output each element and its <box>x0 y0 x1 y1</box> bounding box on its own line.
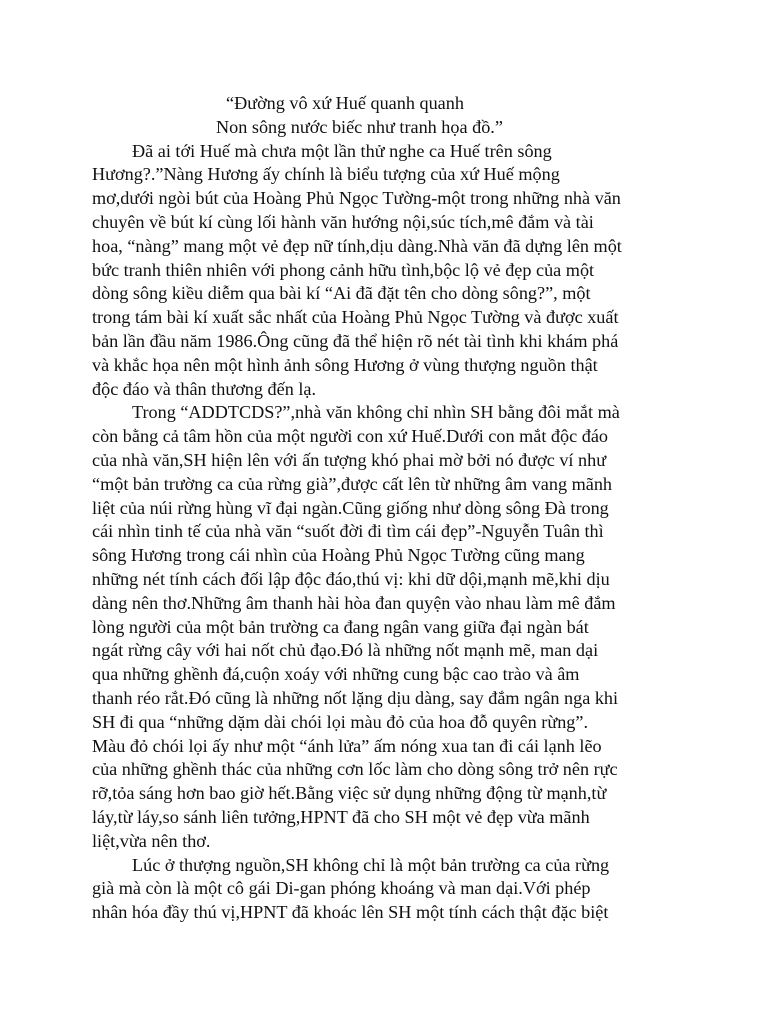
body-text-line: Màu đỏ chói lọi ấy như một “ánh lửa” ấm nóng xua tan đi cái lạnh lẽo <box>92 735 602 756</box>
body-text-line: “một bản trường ca của rừng già”,được cất lên từ những âm vang mãnh <box>92 473 613 494</box>
body-text-line: độc đáo và thân thương đến lạ. <box>92 378 317 399</box>
body-text-line: dàng nên thơ.Những âm thanh hài hòa đan quyện vào nhau làm mê đắm <box>92 592 616 613</box>
body-text-line: bức tranh thiên nhiên với phong cảnh hữu tình,bộc lộ vẻ đẹp của một <box>92 259 595 280</box>
body-text-line: SH đi qua “những dặm dài chói lọi màu đỏ của hoa đỗ quyên rừng”. <box>92 711 589 732</box>
body-text-line: mơ,dưới ngòi bút của Hoàng Phủ Ngọc Tường-một trong những nhà văn <box>92 188 621 209</box>
body-text-line: của những ghềnh thác của những cơn lốc làm cho dòng sông trở nên rực <box>92 759 618 780</box>
body-text-line: nhân hóa đầy thú vị,HPNT đã khoác lên SH một tính cách thật đặc biệt <box>92 902 609 923</box>
document-body <box>92 92 682 925</box>
body-text-line: láy,từ láy,so sánh liên tưởng,HPNT đã cho SH một vẻ đẹp vừa mãnh <box>92 806 590 827</box>
body-text-line: hoa, “nàng” mang một vẻ đẹp nữ tính,dịu dàng.Nhà văn đã dựng lên một <box>92 235 622 256</box>
body-text-line: thanh réo rắt.Đó cũng là những nốt lặng dịu dàng, say đắm ngân nga khi <box>92 687 619 708</box>
body-text-line: rỡ,tỏa sáng hơn bao giờ hết.Bằng việc sử dụng những động từ mạnh,từ <box>92 783 607 804</box>
body-text-line: chuyên về bút kí cùng lối hành văn hướng nội,súc tích,mê đắm và tài <box>92 211 594 232</box>
body-text-line: những nét tính cách đối lập độc đáo,thú vị: khi dữ dội,mạnh mẽ,khi dịu <box>92 568 610 589</box>
body-text-line: liệt của núi rừng hùng vĩ đại ngàn.Cũng giống như dòng sông Đà trong <box>92 497 609 518</box>
body-text-line: còn bằng cả tâm hồn của một người con xứ Huế.Dưới con mắt độc đáo <box>92 426 608 447</box>
body-text-line: liệt,vừa nên thơ. <box>92 830 211 851</box>
paragraph-first-line: Trong “ADDTCDS?”,nhà văn không chỉ nhìn SH bằng đôi mắt mà <box>132 402 620 423</box>
paragraph-first-line: Đã ai tới Huế mà chưa một lần thử nghe ca Huế trên sông <box>132 140 552 161</box>
epigraph-line: “Đường vô xứ Huế quanh quanh <box>226 93 464 113</box>
body-text-line: cái nhìn tinh tế của nhà văn “suốt đời đi tìm cái đẹp”-Nguyễn Tuân thì <box>92 521 604 542</box>
body-text-line: và khắc họa nên một hình ảnh sông Hương ở vùng thượng nguồn thật <box>92 354 598 375</box>
body-text-line: qua những ghềnh đá,cuộn xoáy với những cung bậc cao trào và âm <box>92 664 580 685</box>
body-text-line: dòng sông kiều diễm qua bài kí “Ai đã đặt tên cho dòng sông?”, một <box>92 283 591 304</box>
body-text-line: Hương?.”Nàng Hương ấy chính là biểu tượng của xứ Huế mộng <box>92 164 560 185</box>
body-text-line: lòng người của một bản trường ca đang ngân vang giữa đại ngàn bát <box>92 616 589 637</box>
body-text-line: bản lần đầu năm 1986.Ông cũng đã thể hiện rõ nét tài tình khi khám phá <box>92 330 619 351</box>
body-text-line: của nhà văn,SH hiện lên với ấn tượng khó phai mờ bởi nó được ví như <box>92 449 607 470</box>
paragraph-first-line: Lúc ở thượng nguồn,SH không chỉ là một bản trường ca của rừng <box>132 854 610 875</box>
body-text-line: trong tám bài kí xuất sắc nhất của Hoàng Phủ Ngọc Tường và được xuất <box>92 307 619 328</box>
epigraph-line: Non sông nước biếc như tranh họa đồ.” <box>216 116 503 137</box>
body-text-line: ngát rừng cây với hai nốt chủ đạo.Đó là những nốt mạnh mẽ, man dại <box>92 640 599 661</box>
body-text-line: sông Hương trong cái nhìn của Hoàng Phủ Ngọc Tường cũng mang <box>92 545 585 566</box>
body-text-line: già mà còn là một cô gái Di-gan phóng khoáng và man dại.Với phép <box>92 878 591 899</box>
